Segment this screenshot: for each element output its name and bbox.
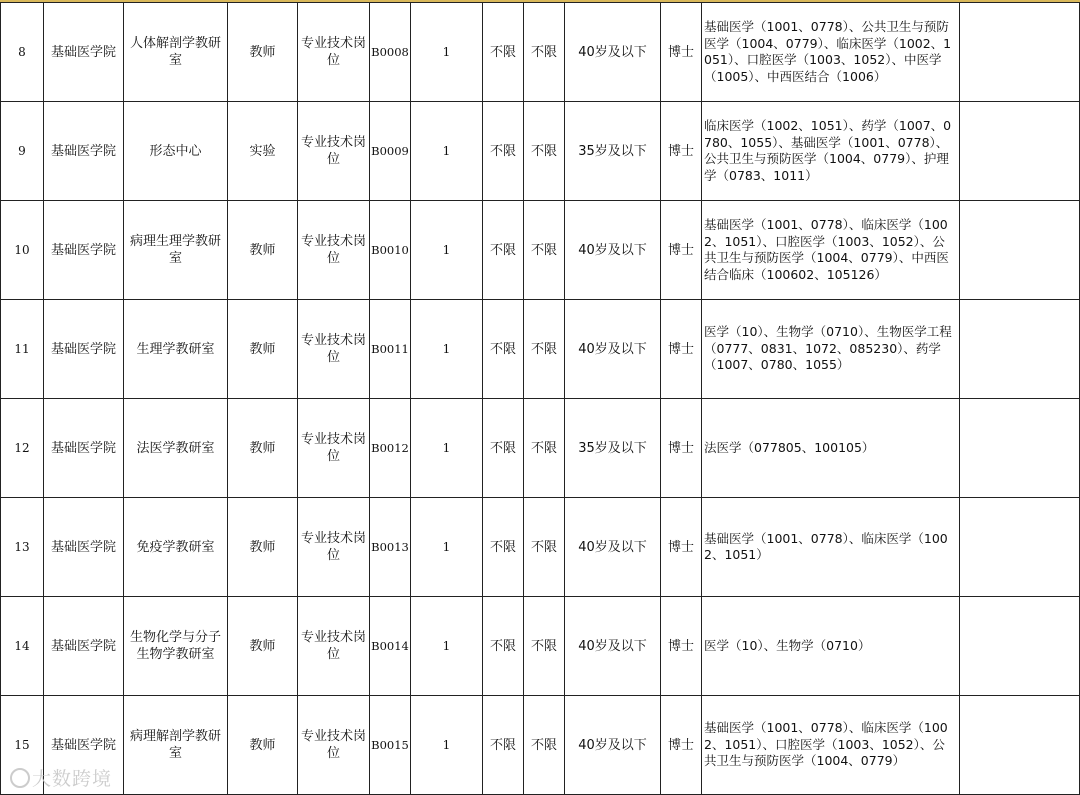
degree-cell: 博士	[661, 300, 702, 399]
college-cell: 基础医学院	[44, 399, 124, 498]
code-cell: B0011	[370, 300, 411, 399]
degree-cell: 博士	[661, 399, 702, 498]
code-cell: B0008	[370, 3, 411, 102]
count-cell: 1	[411, 201, 483, 300]
count-cell: 1	[411, 597, 483, 696]
seq-cell: 14	[1, 597, 44, 696]
restriction-cell-2: 不限	[524, 201, 565, 300]
age-cell: 35岁及以下	[565, 399, 661, 498]
count-cell: 1	[411, 696, 483, 795]
remark-cell	[960, 201, 1080, 300]
restriction-cell-2: 不限	[524, 300, 565, 399]
post-cell: 实验	[228, 102, 298, 201]
restriction-cell-1: 不限	[483, 399, 524, 498]
weibo-logo-icon	[10, 768, 30, 788]
table-row	[1, 498, 1080, 597]
count-cell: 1	[411, 102, 483, 201]
code-cell: B0014	[370, 597, 411, 696]
post-cell: 教师	[228, 597, 298, 696]
dept-cell: 形态中心	[124, 102, 228, 201]
major-cell: 临床医学（1002、1051）、药学（1007、0780、1055）、基础医学（1001、0778）、公共卫生与预防医学（1004、0779）、护理学（0783、1011）	[702, 102, 960, 201]
code-cell: B0010	[370, 201, 411, 300]
major-cell: 基础医学（1001、0778）、临床医学（1002、1051）、口腔医学（1003、1052）、公共卫生与预防医学（1004、0779）	[702, 696, 960, 795]
watermark	[10, 764, 112, 791]
restriction-cell-1: 不限	[483, 102, 524, 201]
major-cell: 基础医学（1001、0778）、公共卫生与预防医学（1004、0779）、临床医学（1002、1051）、口腔医学（1003、1052）、中医学（1005）、中西医结合（1006）	[702, 3, 960, 102]
post-cell: 教师	[228, 696, 298, 795]
code-cell: B0013	[370, 498, 411, 597]
degree-cell: 博士	[661, 102, 702, 201]
remark-cell	[960, 3, 1080, 102]
major-cell: 基础医学（1001、0778）、临床医学（1002、1051）、口腔医学（1003、1052）、公共卫生与预防医学（1004、0779）、中西医结合临床（100602、105126）	[702, 201, 960, 300]
table-row	[1, 399, 1080, 498]
table-row	[1, 696, 1080, 795]
seq-cell: 13	[1, 498, 44, 597]
post-cell: 教师	[228, 201, 298, 300]
degree-cell: 博士	[661, 201, 702, 300]
dept-cell: 生物化学与分子生物学教研室	[124, 597, 228, 696]
degree-cell: 博士	[661, 498, 702, 597]
dept-cell: 病理解剖学教研室	[124, 696, 228, 795]
restriction-cell-2: 不限	[524, 3, 565, 102]
code-cell: B0009	[370, 102, 411, 201]
degree-cell: 博士	[661, 3, 702, 102]
major-cell: 医学（10）、生物学（0710）	[702, 597, 960, 696]
count-cell: 1	[411, 3, 483, 102]
post-cell: 教师	[228, 498, 298, 597]
table-row	[1, 3, 1080, 102]
college-cell: 基础医学院	[44, 3, 124, 102]
count-cell: 1	[411, 399, 483, 498]
restriction-cell-1: 不限	[483, 201, 524, 300]
restriction-cell-2: 不限	[524, 102, 565, 201]
category-cell: 专业技术岗位	[298, 399, 370, 498]
age-cell: 40岁及以下	[565, 597, 661, 696]
age-cell: 40岁及以下	[565, 498, 661, 597]
category-cell: 专业技术岗位	[298, 201, 370, 300]
post-cell: 教师	[228, 399, 298, 498]
code-cell: B0015	[370, 696, 411, 795]
seq-cell: 8	[1, 3, 44, 102]
college-cell: 基础医学院	[44, 201, 124, 300]
seq-cell: 11	[1, 300, 44, 399]
remark-cell	[960, 300, 1080, 399]
seq-cell: 9	[1, 102, 44, 201]
remark-cell	[960, 102, 1080, 201]
college-cell: 基础医学院	[44, 597, 124, 696]
degree-cell: 博士	[661, 696, 702, 795]
age-cell: 40岁及以下	[565, 3, 661, 102]
major-cell: 基础医学（1001、0778）、临床医学（1002、1051）	[702, 498, 960, 597]
age-cell: 40岁及以下	[565, 201, 661, 300]
age-cell: 35岁及以下	[565, 102, 661, 201]
remark-cell	[960, 597, 1080, 696]
college-cell: 基础医学院	[44, 696, 124, 795]
watermark-text: 大数跨境	[32, 768, 113, 790]
college-cell: 基础医学院	[44, 300, 124, 399]
code-cell: B0012	[370, 399, 411, 498]
age-cell: 40岁及以下	[565, 696, 661, 795]
restriction-cell-1: 不限	[483, 696, 524, 795]
count-cell: 1	[411, 498, 483, 597]
table-row	[1, 201, 1080, 300]
dept-cell: 人体解剖学教研室	[124, 3, 228, 102]
restriction-cell-2: 不限	[524, 597, 565, 696]
category-cell: 专业技术岗位	[298, 597, 370, 696]
restriction-cell-1: 不限	[483, 3, 524, 102]
seq-cell: 10	[1, 201, 44, 300]
table-row	[1, 102, 1080, 201]
dept-cell: 免疫学教研室	[124, 498, 228, 597]
restriction-cell-2: 不限	[524, 696, 565, 795]
category-cell: 专业技术岗位	[298, 102, 370, 201]
seq-cell: 12	[1, 399, 44, 498]
age-cell: 40岁及以下	[565, 300, 661, 399]
count-cell: 1	[411, 300, 483, 399]
college-cell: 基础医学院	[44, 102, 124, 201]
remark-cell	[960, 399, 1080, 498]
post-cell: 教师	[228, 300, 298, 399]
remark-cell	[960, 696, 1080, 795]
post-cell: 教师	[228, 3, 298, 102]
category-cell: 专业技术岗位	[298, 696, 370, 795]
category-cell: 专业技术岗位	[298, 300, 370, 399]
category-cell: 专业技术岗位	[298, 498, 370, 597]
dept-cell: 法医学教研室	[124, 399, 228, 498]
restriction-cell-2: 不限	[524, 399, 565, 498]
table-row	[1, 300, 1080, 399]
restriction-cell-1: 不限	[483, 597, 524, 696]
restriction-cell-2: 不限	[524, 498, 565, 597]
dept-cell: 生理学教研室	[124, 300, 228, 399]
dept-cell: 病理生理学教研室	[124, 201, 228, 300]
restriction-cell-1: 不限	[483, 498, 524, 597]
recruitment-table	[0, 2, 1080, 795]
seq-cell: 15	[1, 696, 44, 795]
restriction-cell-1: 不限	[483, 300, 524, 399]
category-cell: 专业技术岗位	[298, 3, 370, 102]
remark-cell	[960, 498, 1080, 597]
college-cell: 基础医学院	[44, 498, 124, 597]
degree-cell: 博士	[661, 597, 702, 696]
table-row	[1, 597, 1080, 696]
major-cell: 法医学（077805、100105）	[702, 399, 960, 498]
major-cell: 医学（10）、生物学（0710）、生物医学工程（0777、0831、1072、085230）、药学（1007、0780、1055）	[702, 300, 960, 399]
